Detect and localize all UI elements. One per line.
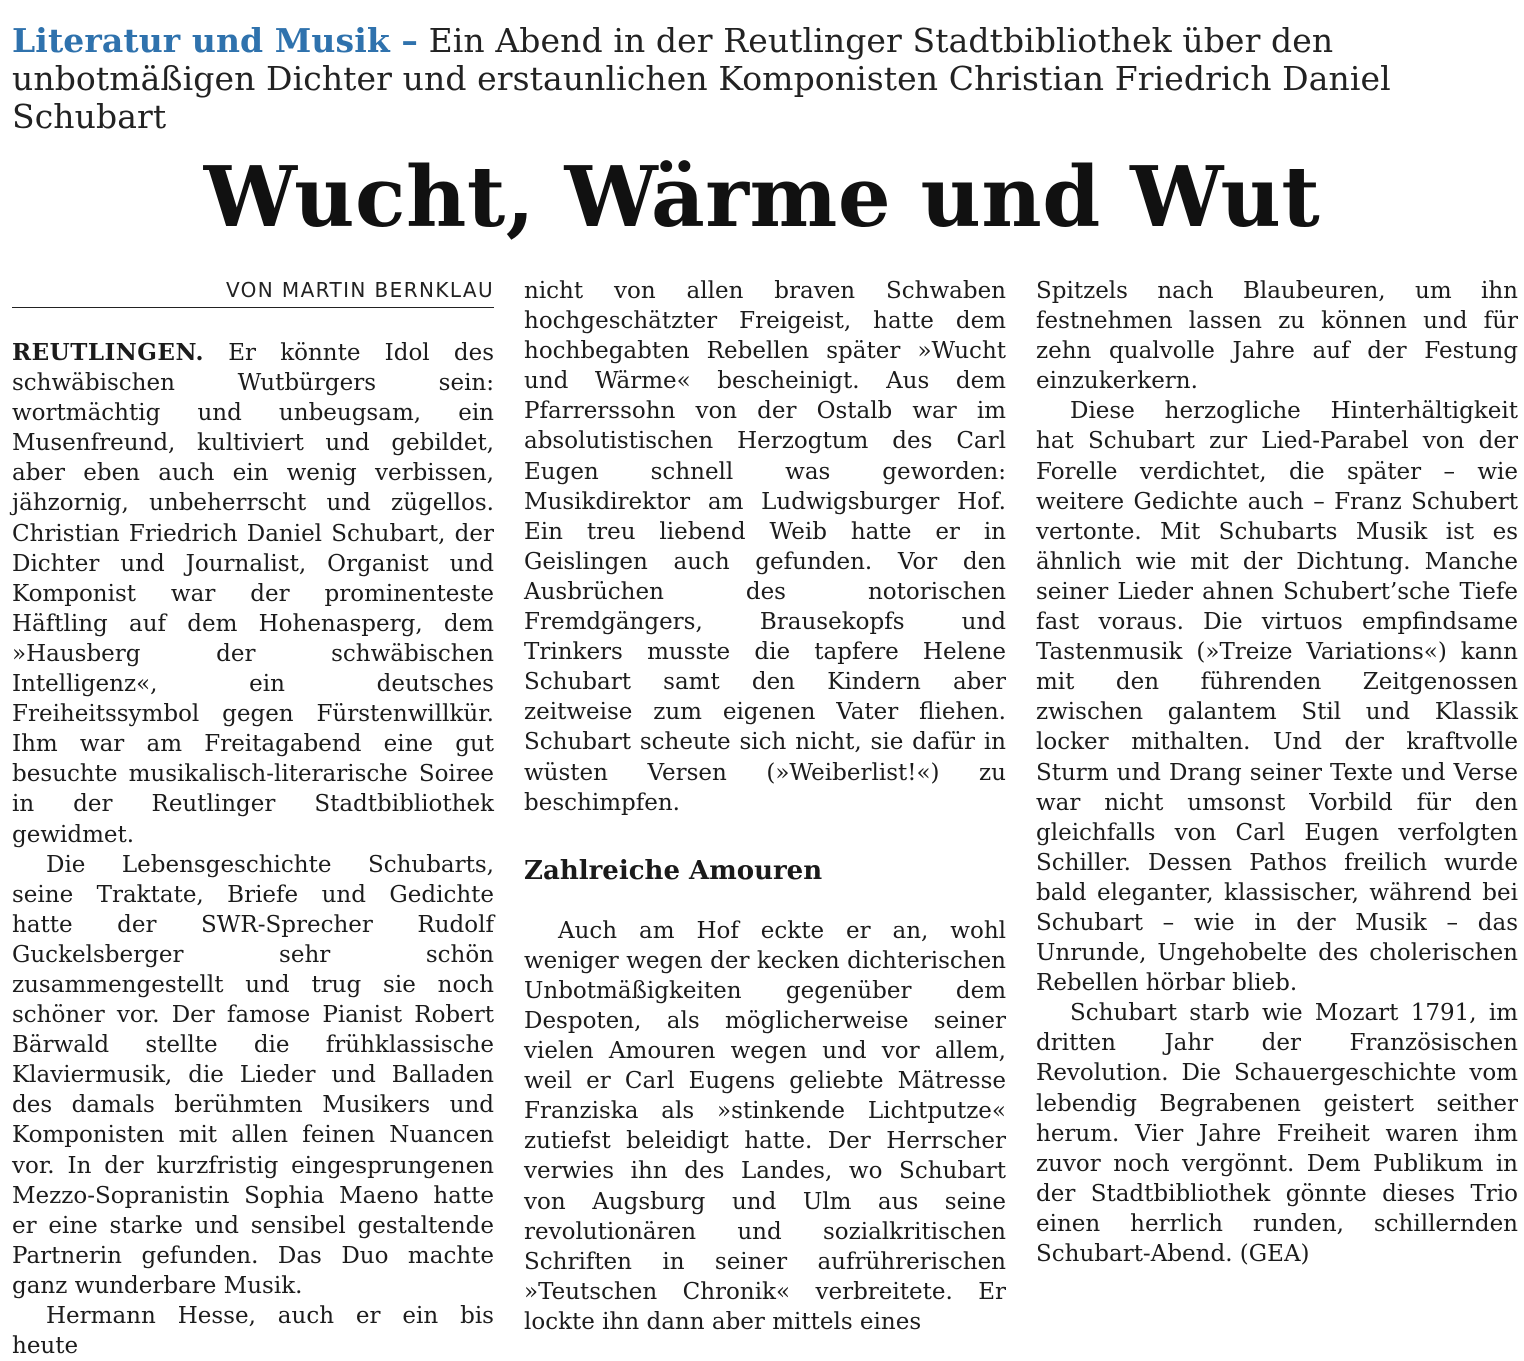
headline: Wucht, Wärme und Wut (203, 148, 1321, 246)
column-3 (1036, 276, 1518, 1269)
dateline: REUTLINGEN. (12, 339, 205, 366)
paragraph (12, 338, 494, 850)
paragraph: Diese herzogliche Hinterhältigkeit hat Schubart zur Lied-Parabel von der Forelle verdichtet, die später – wie weitere Gedichte auch – Franz Schubert vertonte. Mit Schubarts Musik ist es ähnlich wie mit der Dichtung. Manche seiner Lieder ahnen Schubert’sche Tiefe fast voraus. Die virtuos empfindsame Tastenmusik (»Treize Variations«) kann mit den führenden Zeitgenossen zwischen galantem Stil und Klassik locker mithalten. Und der kraftvolle Sturm und Drang seiner Texte und Verse war nicht umsonst Vorbild für den gleichfalls von Carl Eugen verfolgten Schiller. Dessen Pathos freilich wurde bald eleganter, klassischer, während bei Schubart – wie in der Musik – das Unrunde, Ungehobelte des cholerischen Rebellen hörbar blieb. (1036, 398, 1518, 997)
kicker-lead: Literatur und Musik – (12, 21, 418, 60)
paragraph: nicht von allen braven Schwaben hochgeschätzter Freigeist, hatte dem hochbegabten Rebellen später »Wucht und Wärme« bescheinigt. Aus dem Pfarrerssohn von der Ostalb war im absolutistischen Herzogtum des Carl Eugen schnell was geworden: Musikdirektor am Ludwigsburger Hof. Ein treu liebend Weib hatte er in Geislingen auch gefunden. Vor den Ausbrüchen des notorischen Fremdgängers, Brausekopfs und Trinkers musste die tapfere Helene Schubart samt den Kindern aber zeitweise zum eigenen Vater fliehen. Schubart scheute sich nicht, sie dafür in wüsten Versen (»Weiberlist!«) zu beschimpfen. (524, 278, 1006, 816)
paragraph: Auch am Hof eckte er an, wohl weniger wegen der kecken dichterischen Unbotmäßigkeiten gegenüber dem Despoten, als möglicherweise seiner vielen Amouren wegen und vor allem, weil er Carl Eugens geliebte Mätresse Franziska als »stinkende Lichtputze« zutiefst beleidigt hatte. Der Herrscher verwies ihn des Landes, wo Schubart von Augsburg und Ulm aus seine revolutionären und sozialkritischen Schriften in seiner aufrührerischen »Teutschen Chronik« verbreitete. Er lockte ihn dann aber mittels eines (524, 917, 1006, 1335)
column-1 (12, 276, 494, 1361)
subheading: Zahlreiche Amouren (524, 855, 823, 886)
paragraph: Schubart starb wie Mozart 1791, im dritten Jahr der Französischen Revolution. Die Schauergeschichte vom lebendig Begrabenen geistert seither herum. Vier Jahre Freiheit waren ihm zuvor noch vergönnt. Dem Publikum in der Stadtbibliothek gönnte dieses Trio einen herrlich runden, schillernden Schubart-Abend. (GEA) (1036, 1000, 1518, 1267)
paragraph: Spitzels nach Blaubeuren, um ihn festnehmen lassen zu können und für zehn qualvolle Jahre auf der Festung einzukerkern. (1036, 278, 1518, 395)
column-2 (524, 276, 1006, 1337)
paragraph: Die Lebensgeschichte Schubarts, seine Traktate, Briefe und Gedichte hatte der SWR-Sprecher Rudolf Guckelsberger sehr schön zusammengestellt und trug sie noch schöner vor. Der famose Pianist Robert Bärwald stellte die frühklassische Klaviermusik, die Lieder und Balladen des damals berühmten Musikers und Komponisten mit allen feinen Nuancen vor. In der kurzfristig eingesprungenen Mezzo-Sopranistin Sophia Maeno hatte er eine starke und sensibel gestaltende Partnerin gefunden. Das Duo machte ganz wunderbare Musik. (12, 851, 494, 1299)
kicker-text: Ein Abend in der Reutlinger Stadtbibliothek über den unbotmäßigen Dichter und erstaunlichen Komponisten Christian Friedrich Daniel Schubart (12, 21, 1391, 136)
paragraph-text: Er könnte Idol des schwäbischen Wutbürgers sein: wortmächtig und unbeugsam, ein Musenfreund, kultiviert und gebildet, aber eben auch ein wenig verbissen, jähzornig, unbeherrscht und zügellos. Christian Friedrich Daniel Schubart, der Dichter und Journalist, Organist und Komponist war der prominenteste Häftling auf dem Hohenasperg, dem »Hausberg der schwäbischen Intelligenz«, ein deutsches Freiheitssymbol gegen Fürstenwillkür. Ihm war am Freitagabend eine gut besuchte musikalisch-literarische Soiree in der Reutlinger Stadtbibliothek gewidmet. (12, 340, 494, 848)
paragraph: Hermann Hesse, auch er ein bis heute (12, 1303, 494, 1360)
kicker (12, 22, 1512, 136)
byline: VON MARTIN BERNKLAU (12, 276, 494, 308)
